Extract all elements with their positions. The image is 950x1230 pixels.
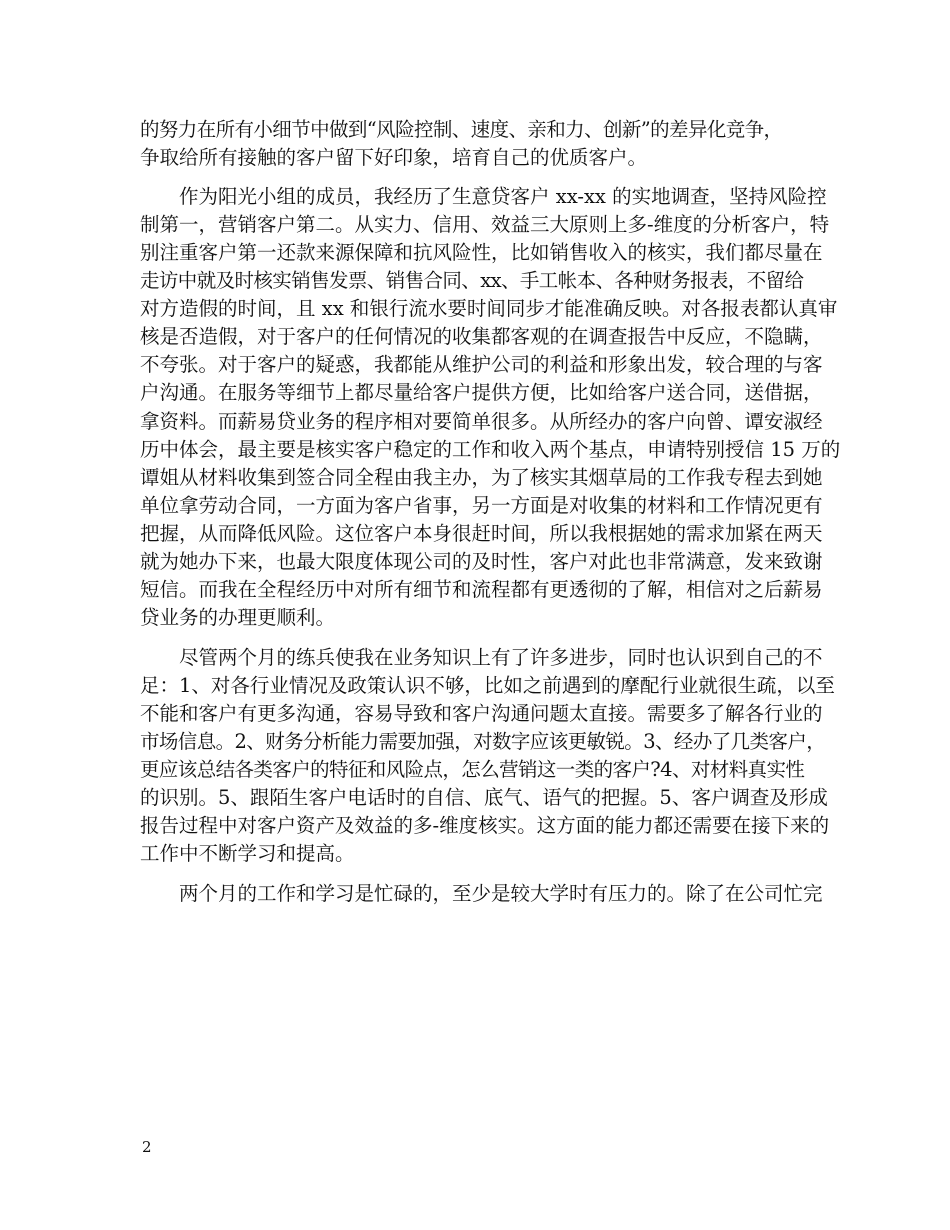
text-line: 工作中不断学习和提高。 [140, 842, 355, 865]
page-number: 2 [142, 1138, 152, 1156]
text-line: 短信。而我在全程经历中对所有细节和流程都有更透彻的了解，相信对之后薪易 [140, 578, 823, 601]
text-line: 拿资料。而薪易贷业务的程序相对要简单很多。从所经办的客户向曾、谭安淑经 [140, 410, 823, 433]
text-line: 制第一，营销客户第二。从实力、信用、效益三大原则上多-维度的分析客户，特 [140, 213, 830, 236]
text-line: 核是否造假，对于客户的任何情况的收集都客观的在调查报告中反应，不隐瞒， [140, 325, 823, 348]
text-line: 更应该总结各类客户的特征和风险点，怎么营销这一类的客户?4、对材料真实性 [140, 758, 805, 781]
text-line: 户沟通。在服务等细节上都尽量给客户提供方便，比如给客户送合同，送借据， [140, 381, 823, 404]
text-line: 的努力在所有小细节中做到“风险控制、速度、亲和力、创新”的差异化竞争， [140, 118, 783, 141]
text-line: 足：1、对各行业情况及政策认识不够，比如之前遇到的摩配行业就很生疏，以至 [140, 674, 835, 697]
text-line: 对方造假的时间，且 xx 和银行流水要时间同步才能准确反映。对各报表都认真审 [140, 297, 838, 320]
text-line: 尽管两个月的练兵使我在业务知识上有了许多进步，同时也认识到自己的不 [179, 646, 823, 669]
text-line: 就为她办下来，也最大限度体现公司的及时性，客户对此也非常满意，发来致谢 [140, 550, 823, 573]
text-line: 单位拿劳动合同，一方面为客户省事，另一方面是对收集的材料和工作情况更有 [140, 494, 823, 517]
text-line: 贷业务的办理更顺利。 [140, 606, 336, 629]
text-line: 别注重客户第一还款来源保障和抗风险性，比如销售收入的核实，我们都尽量在 [140, 241, 823, 264]
text-line: 不夸张。对于客户的疑惑，我都能从维护公司的利益和形象出发，较合理的与客 [140, 353, 823, 376]
text-line: 报告过程中对客户资产及效益的多-维度核实。这方面的能力都还需要在接下来的 [140, 814, 830, 837]
text-line: 历中体会，最主要是核实客户稳定的工作和收入两个基点，申请特别授信 15 万的 [140, 438, 841, 461]
text-line: 作为阳光小组的成员，我经历了生意贷客户 xx-xx 的实地调查，坚持风险控 [179, 185, 827, 208]
text-line: 不能和客户有更多沟通，容易导致和客户沟通问题太直接。需要多了解各行业的 [140, 702, 823, 725]
text-line: 把握，从而降低风险。这位客户本身很赶时间，所以我根据她的需求加紧在两天 [140, 522, 823, 545]
text-line: 市场信息。2、财务分析能力需要加强，对数字应该更敏锐。3、经办了几类客户， [140, 730, 826, 753]
text-line: 走访中就及时核实销售发票、销售合同、xx、手工帐本、各种财务报表，不留给 [140, 269, 804, 292]
text-line: 谭姐从材料收集到签合同全程由我主办，为了核实其烟草局的工作我专程去到她 [140, 466, 823, 489]
text-line: 的识别。5、跟陌生客户电话时的自信、底气、语气的把握。5、客户调查及形成 [140, 786, 828, 809]
text-line: 争取给所有接触的客户留下好印象，培育自己的优质客户。 [140, 146, 648, 169]
text-line: 两个月的工作和学习是忙碌的，至少是较大学时有压力的。除了在公司忙完 [179, 882, 823, 905]
